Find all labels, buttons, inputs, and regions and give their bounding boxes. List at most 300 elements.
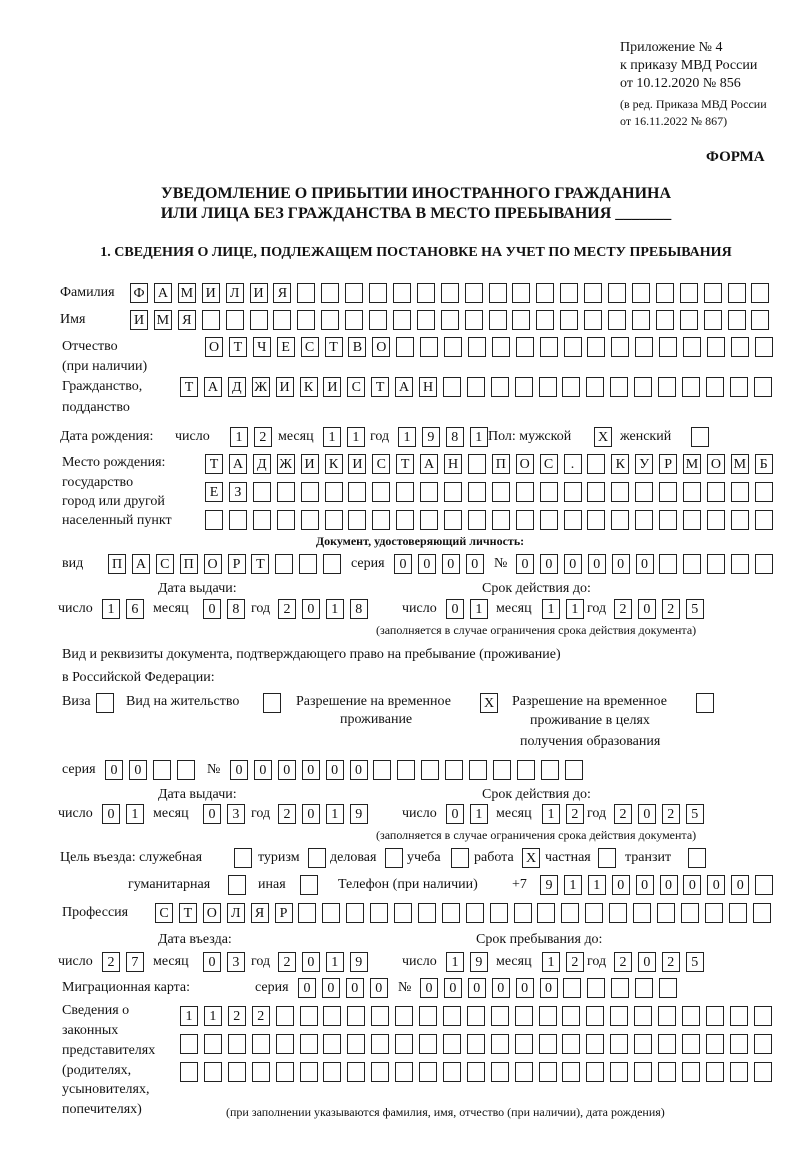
char-cell[interactable]: 1 <box>326 804 344 824</box>
char-cell[interactable] <box>540 482 558 502</box>
char-cell[interactable]: 1 <box>470 804 488 824</box>
char-cell[interactable] <box>371 1062 389 1082</box>
char-cell[interactable] <box>540 337 558 357</box>
char-cell[interactable]: 2 <box>278 804 296 824</box>
char-cell[interactable]: 0 <box>660 875 678 895</box>
char-cell[interactable] <box>180 1034 198 1054</box>
char-cell[interactable] <box>755 337 773 357</box>
char-cell[interactable]: 2 <box>252 1006 270 1026</box>
char-cell[interactable] <box>706 377 724 397</box>
char-cell[interactable] <box>226 310 244 330</box>
char-cell[interactable]: О <box>707 454 725 474</box>
char-cell[interactable] <box>754 377 772 397</box>
char-cell[interactable]: 1 <box>542 952 560 972</box>
checkbox[interactable] <box>385 848 403 868</box>
char-cell[interactable] <box>729 903 747 923</box>
char-cell[interactable] <box>611 510 629 530</box>
char-cell[interactable] <box>682 377 700 397</box>
char-cell[interactable] <box>393 310 411 330</box>
char-cell[interactable] <box>514 903 532 923</box>
char-cell[interactable] <box>275 554 293 574</box>
char-cell[interactable]: З <box>229 482 247 502</box>
char-cell[interactable] <box>441 310 459 330</box>
char-cell[interactable] <box>466 903 484 923</box>
char-cell[interactable]: В <box>348 337 366 357</box>
char-cell[interactable] <box>297 283 315 303</box>
char-cell[interactable]: М <box>683 454 701 474</box>
char-cell[interactable]: Т <box>325 337 343 357</box>
char-cell[interactable] <box>348 510 366 530</box>
char-cell[interactable] <box>417 310 435 330</box>
char-cell[interactable] <box>754 1034 772 1054</box>
char-cell[interactable]: К <box>325 454 343 474</box>
char-cell[interactable] <box>707 554 725 574</box>
char-cell[interactable]: Ч <box>253 337 271 357</box>
char-cell[interactable]: 2 <box>662 804 680 824</box>
char-cell[interactable] <box>444 510 462 530</box>
char-cell[interactable] <box>683 510 701 530</box>
char-cell[interactable]: 1 <box>347 427 365 447</box>
char-cell[interactable]: 9 <box>540 875 558 895</box>
char-cell[interactable]: К <box>611 454 629 474</box>
char-cell[interactable]: С <box>372 454 390 474</box>
char-cell[interactable] <box>323 1034 341 1054</box>
char-cell[interactable]: 1 <box>204 1006 222 1026</box>
char-cell[interactable] <box>420 482 438 502</box>
char-cell[interactable] <box>347 1034 365 1054</box>
char-cell[interactable] <box>421 760 439 780</box>
char-cell[interactable] <box>228 1062 246 1082</box>
char-cell[interactable] <box>512 283 530 303</box>
char-cell[interactable]: 0 <box>588 554 606 574</box>
char-cell[interactable]: Ж <box>252 377 270 397</box>
char-cell[interactable] <box>706 1062 724 1082</box>
char-cell[interactable] <box>467 377 485 397</box>
char-cell[interactable] <box>301 510 319 530</box>
char-cell[interactable] <box>541 760 559 780</box>
char-cell[interactable] <box>516 337 534 357</box>
char-cell[interactable]: К <box>300 377 318 397</box>
char-cell[interactable]: 1 <box>398 427 416 447</box>
char-cell[interactable]: А <box>229 454 247 474</box>
char-cell[interactable]: 7 <box>126 952 144 972</box>
checkbox[interactable] <box>696 693 714 713</box>
char-cell[interactable]: 0 <box>102 804 120 824</box>
char-cell[interactable]: 0 <box>612 554 630 574</box>
char-cell[interactable] <box>395 1006 413 1026</box>
char-cell[interactable] <box>277 510 295 530</box>
char-cell[interactable]: 2 <box>566 804 584 824</box>
char-cell[interactable] <box>177 760 195 780</box>
char-cell[interactable] <box>467 1006 485 1026</box>
char-cell[interactable] <box>609 903 627 923</box>
char-cell[interactable] <box>467 1034 485 1054</box>
char-cell[interactable]: 0 <box>129 760 147 780</box>
char-cell[interactable] <box>704 310 722 330</box>
char-cell[interactable]: О <box>203 903 221 923</box>
char-cell[interactable]: 2 <box>254 427 272 447</box>
char-cell[interactable]: Т <box>371 377 389 397</box>
char-cell[interactable]: 1 <box>230 427 248 447</box>
char-cell[interactable]: 1 <box>446 952 464 972</box>
char-cell[interactable] <box>635 337 653 357</box>
char-cell[interactable] <box>632 283 650 303</box>
char-cell[interactable] <box>322 903 340 923</box>
char-cell[interactable] <box>418 903 436 923</box>
char-cell[interactable] <box>369 283 387 303</box>
char-cell[interactable]: Л <box>227 903 245 923</box>
char-cell[interactable] <box>658 1034 676 1054</box>
char-cell[interactable] <box>561 903 579 923</box>
char-cell[interactable] <box>443 1006 461 1026</box>
char-cell[interactable]: У <box>635 454 653 474</box>
checkbox[interactable]: X <box>522 848 540 868</box>
char-cell[interactable] <box>419 1034 437 1054</box>
char-cell[interactable] <box>587 978 605 998</box>
char-cell[interactable]: 0 <box>638 599 656 619</box>
char-cell[interactable] <box>659 482 677 502</box>
char-cell[interactable]: П <box>492 454 510 474</box>
char-cell[interactable] <box>659 978 677 998</box>
char-cell[interactable] <box>492 337 510 357</box>
char-cell[interactable] <box>321 283 339 303</box>
char-cell[interactable]: А <box>204 377 222 397</box>
char-cell[interactable] <box>253 510 271 530</box>
char-cell[interactable] <box>565 760 583 780</box>
char-cell[interactable] <box>731 482 749 502</box>
char-cell[interactable]: Е <box>205 482 223 502</box>
char-cell[interactable]: А <box>132 554 150 574</box>
char-cell[interactable] <box>469 760 487 780</box>
char-cell[interactable] <box>635 482 653 502</box>
char-cell[interactable] <box>706 1006 724 1026</box>
char-cell[interactable] <box>728 310 746 330</box>
char-cell[interactable] <box>396 510 414 530</box>
char-cell[interactable]: 5 <box>686 804 704 824</box>
char-cell[interactable] <box>301 482 319 502</box>
char-cell[interactable] <box>754 1006 772 1026</box>
char-cell[interactable] <box>563 978 581 998</box>
char-cell[interactable] <box>347 1062 365 1082</box>
char-cell[interactable]: 1 <box>566 599 584 619</box>
char-cell[interactable]: 0 <box>466 554 484 574</box>
char-cell[interactable] <box>610 1006 628 1026</box>
char-cell[interactable] <box>585 903 603 923</box>
char-cell[interactable] <box>682 1062 700 1082</box>
char-cell[interactable] <box>180 1062 198 1082</box>
char-cell[interactable] <box>512 310 530 330</box>
char-cell[interactable] <box>560 310 578 330</box>
char-cell[interactable] <box>276 1062 294 1082</box>
char-cell[interactable] <box>728 283 746 303</box>
char-cell[interactable]: 2 <box>278 952 296 972</box>
char-cell[interactable] <box>659 337 677 357</box>
char-cell[interactable]: 0 <box>707 875 725 895</box>
char-cell[interactable] <box>321 310 339 330</box>
char-cell[interactable]: Н <box>444 454 462 474</box>
char-cell[interactable] <box>253 482 271 502</box>
char-cell[interactable] <box>419 1006 437 1026</box>
char-cell[interactable] <box>396 482 414 502</box>
char-cell[interactable]: 0 <box>420 978 438 998</box>
char-cell[interactable] <box>205 510 223 530</box>
char-cell[interactable] <box>491 1034 509 1054</box>
char-cell[interactable] <box>730 1006 748 1026</box>
char-cell[interactable]: Н <box>419 377 437 397</box>
char-cell[interactable] <box>492 510 510 530</box>
checkbox[interactable] <box>300 875 318 895</box>
char-cell[interactable]: 9 <box>422 427 440 447</box>
char-cell[interactable] <box>658 377 676 397</box>
char-cell[interactable]: 0 <box>326 760 344 780</box>
char-cell[interactable] <box>468 482 486 502</box>
char-cell[interactable] <box>608 283 626 303</box>
char-cell[interactable] <box>632 310 650 330</box>
char-cell[interactable]: 0 <box>203 804 221 824</box>
char-cell[interactable]: 0 <box>346 978 364 998</box>
char-cell[interactable]: Ж <box>277 454 295 474</box>
char-cell[interactable]: 1 <box>542 804 560 824</box>
char-cell[interactable]: 1 <box>326 599 344 619</box>
char-cell[interactable]: И <box>348 454 366 474</box>
char-cell[interactable]: 8 <box>227 599 245 619</box>
char-cell[interactable]: 0 <box>322 978 340 998</box>
char-cell[interactable] <box>564 482 582 502</box>
char-cell[interactable] <box>608 310 626 330</box>
char-cell[interactable] <box>465 283 483 303</box>
char-cell[interactable] <box>683 554 701 574</box>
char-cell[interactable] <box>396 337 414 357</box>
char-cell[interactable] <box>562 1034 580 1054</box>
char-cell[interactable] <box>491 377 509 397</box>
char-cell[interactable] <box>515 1006 533 1026</box>
char-cell[interactable] <box>515 377 533 397</box>
char-cell[interactable]: 0 <box>302 599 320 619</box>
char-cell[interactable] <box>658 1062 676 1082</box>
char-cell[interactable] <box>204 1062 222 1082</box>
char-cell[interactable]: С <box>540 454 558 474</box>
char-cell[interactable]: А <box>395 377 413 397</box>
char-cell[interactable] <box>610 1062 628 1082</box>
char-cell[interactable] <box>346 903 364 923</box>
checkbox[interactable] <box>688 848 706 868</box>
char-cell[interactable] <box>490 903 508 923</box>
char-cell[interactable]: 0 <box>418 554 436 574</box>
char-cell[interactable] <box>706 1034 724 1054</box>
char-cell[interactable] <box>635 510 653 530</box>
char-cell[interactable] <box>442 903 460 923</box>
char-cell[interactable]: 0 <box>302 952 320 972</box>
char-cell[interactable]: 2 <box>228 1006 246 1026</box>
char-cell[interactable] <box>658 1006 676 1026</box>
char-cell[interactable]: П <box>108 554 126 574</box>
char-cell[interactable] <box>634 377 652 397</box>
char-cell[interactable] <box>683 337 701 357</box>
char-cell[interactable]: 0 <box>278 760 296 780</box>
char-cell[interactable]: И <box>250 283 268 303</box>
char-cell[interactable] <box>345 310 363 330</box>
char-cell[interactable] <box>228 1034 246 1054</box>
char-cell[interactable] <box>610 377 628 397</box>
char-cell[interactable] <box>273 310 291 330</box>
checkbox[interactable] <box>451 848 469 868</box>
char-cell[interactable]: 0 <box>683 875 701 895</box>
char-cell[interactable] <box>468 454 486 474</box>
char-cell[interactable]: 0 <box>492 978 510 998</box>
char-cell[interactable] <box>586 1006 604 1026</box>
char-cell[interactable]: Т <box>180 377 198 397</box>
char-cell[interactable]: О <box>516 454 534 474</box>
char-cell[interactable]: Т <box>205 454 223 474</box>
char-cell[interactable]: О <box>205 337 223 357</box>
char-cell[interactable]: 0 <box>636 875 654 895</box>
char-cell[interactable]: 1 <box>542 599 560 619</box>
char-cell[interactable]: 0 <box>302 760 320 780</box>
char-cell[interactable] <box>730 1062 748 1082</box>
checkbox[interactable] <box>308 848 326 868</box>
char-cell[interactable] <box>539 377 557 397</box>
char-cell[interactable]: 9 <box>470 952 488 972</box>
char-cell[interactable] <box>656 283 674 303</box>
char-cell[interactable]: 0 <box>230 760 248 780</box>
char-cell[interactable]: 0 <box>350 760 368 780</box>
char-cell[interactable] <box>420 337 438 357</box>
char-cell[interactable] <box>277 482 295 502</box>
char-cell[interactable]: 0 <box>444 978 462 998</box>
char-cell[interactable]: Д <box>228 377 246 397</box>
char-cell[interactable]: Р <box>659 454 677 474</box>
char-cell[interactable] <box>252 1034 270 1054</box>
char-cell[interactable] <box>586 377 604 397</box>
char-cell[interactable] <box>562 1006 580 1026</box>
char-cell[interactable] <box>537 903 555 923</box>
char-cell[interactable] <box>587 337 605 357</box>
char-cell[interactable]: С <box>347 377 365 397</box>
char-cell[interactable] <box>276 1006 294 1026</box>
char-cell[interactable] <box>370 903 388 923</box>
char-cell[interactable]: 0 <box>394 554 412 574</box>
char-cell[interactable] <box>539 1034 557 1054</box>
char-cell[interactable] <box>419 1062 437 1082</box>
char-cell[interactable] <box>372 510 390 530</box>
char-cell[interactable]: И <box>301 454 319 474</box>
char-cell[interactable] <box>587 482 605 502</box>
char-cell[interactable] <box>369 310 387 330</box>
char-cell[interactable] <box>683 482 701 502</box>
char-cell[interactable]: М <box>178 283 196 303</box>
char-cell[interactable]: 2 <box>102 952 120 972</box>
char-cell[interactable] <box>397 760 415 780</box>
char-cell[interactable]: 1 <box>470 599 488 619</box>
char-cell[interactable] <box>445 760 463 780</box>
char-cell[interactable] <box>681 903 699 923</box>
char-cell[interactable]: Д <box>253 454 271 474</box>
char-cell[interactable] <box>659 554 677 574</box>
char-cell[interactable]: Т <box>229 337 247 357</box>
char-cell[interactable]: С <box>155 903 173 923</box>
char-cell[interactable] <box>491 1062 509 1082</box>
char-cell[interactable]: А <box>420 454 438 474</box>
char-cell[interactable] <box>515 1034 533 1054</box>
char-cell[interactable] <box>634 1034 652 1054</box>
char-cell[interactable] <box>325 482 343 502</box>
char-cell[interactable]: О <box>204 554 222 574</box>
char-cell[interactable]: 3 <box>227 952 245 972</box>
char-cell[interactable] <box>611 482 629 502</box>
char-cell[interactable] <box>707 337 725 357</box>
char-cell[interactable] <box>516 482 534 502</box>
char-cell[interactable] <box>252 1062 270 1082</box>
char-cell[interactable]: 0 <box>638 804 656 824</box>
char-cell[interactable] <box>373 760 391 780</box>
char-cell[interactable] <box>489 283 507 303</box>
char-cell[interactable] <box>731 510 749 530</box>
char-cell[interactable] <box>707 510 725 530</box>
char-cell[interactable] <box>611 337 629 357</box>
char-cell[interactable]: 0 <box>302 804 320 824</box>
char-cell[interactable]: 0 <box>564 554 582 574</box>
char-cell[interactable] <box>393 283 411 303</box>
char-cell[interactable]: Ф <box>130 283 148 303</box>
char-cell[interactable]: Р <box>228 554 246 574</box>
char-cell[interactable]: Л <box>226 283 244 303</box>
char-cell[interactable] <box>443 377 461 397</box>
checkbox[interactable]: X <box>594 427 612 447</box>
char-cell[interactable] <box>417 283 435 303</box>
char-cell[interactable] <box>560 283 578 303</box>
char-cell[interactable] <box>441 283 459 303</box>
char-cell[interactable]: 8 <box>446 427 464 447</box>
char-cell[interactable] <box>540 510 558 530</box>
checkbox[interactable] <box>234 848 252 868</box>
char-cell[interactable] <box>751 310 769 330</box>
char-cell[interactable] <box>539 1006 557 1026</box>
char-cell[interactable] <box>586 1034 604 1054</box>
char-cell[interactable]: 1 <box>588 875 606 895</box>
char-cell[interactable] <box>229 510 247 530</box>
char-cell[interactable] <box>705 903 723 923</box>
char-cell[interactable]: С <box>301 337 319 357</box>
char-cell[interactable]: 0 <box>540 978 558 998</box>
char-cell[interactable]: 0 <box>540 554 558 574</box>
char-cell[interactable] <box>517 760 535 780</box>
char-cell[interactable] <box>730 377 748 397</box>
char-cell[interactable]: Т <box>396 454 414 474</box>
char-cell[interactable] <box>395 1062 413 1082</box>
char-cell[interactable]: И <box>276 377 294 397</box>
char-cell[interactable]: 9 <box>350 804 368 824</box>
char-cell[interactable] <box>536 283 554 303</box>
char-cell[interactable]: 5 <box>686 599 704 619</box>
char-cell[interactable]: 1 <box>180 1006 198 1026</box>
char-cell[interactable] <box>657 903 675 923</box>
char-cell[interactable]: Я <box>273 283 291 303</box>
char-cell[interactable]: 2 <box>614 599 632 619</box>
char-cell[interactable] <box>297 310 315 330</box>
char-cell[interactable] <box>564 510 582 530</box>
char-cell[interactable]: 0 <box>298 978 316 998</box>
char-cell[interactable] <box>755 510 773 530</box>
char-cell[interactable]: И <box>202 283 220 303</box>
char-cell[interactable] <box>443 1034 461 1054</box>
char-cell[interactable]: 2 <box>614 952 632 972</box>
char-cell[interactable] <box>489 310 507 330</box>
char-cell[interactable] <box>372 482 390 502</box>
char-cell[interactable]: 6 <box>126 599 144 619</box>
char-cell[interactable] <box>347 1006 365 1026</box>
char-cell[interactable] <box>755 482 773 502</box>
char-cell[interactable] <box>656 310 674 330</box>
